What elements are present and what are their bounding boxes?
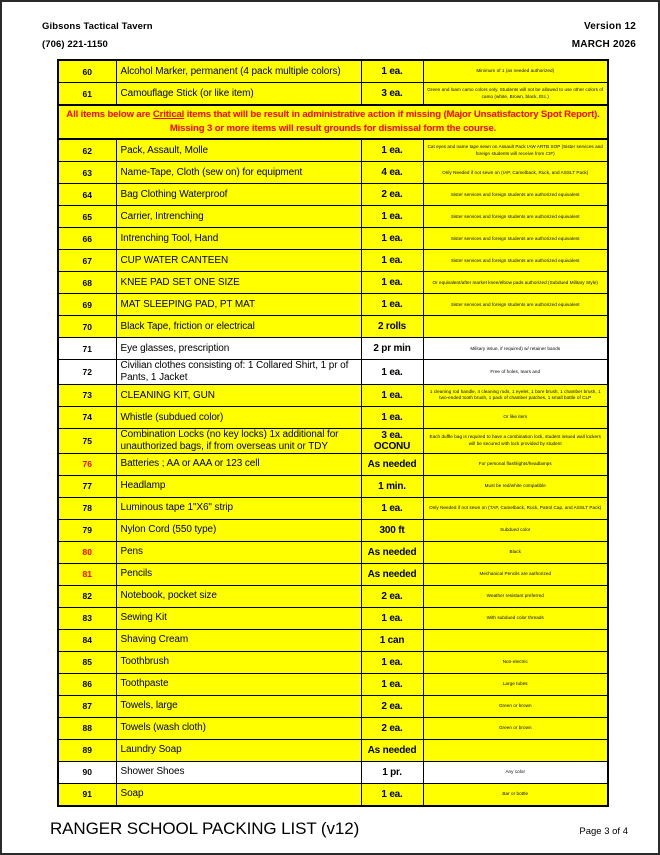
- table-row: [58, 316, 608, 338]
- row-number-cell: 77: [58, 475, 116, 497]
- row-quantity-cell: As needed: [361, 453, 423, 475]
- row-quantity-cell: 1 ea.: [361, 206, 423, 228]
- row-item-cell: Towels (wash cloth): [116, 717, 361, 739]
- row-quantity-cell: 300 ft: [361, 519, 423, 541]
- row-item-cell: Toothbrush: [116, 651, 361, 673]
- row-quantity-cell: 1 ea.: [361, 651, 423, 673]
- row-note-cell: Any color: [423, 761, 608, 783]
- row-item-cell: Pack, Assault, Molle: [116, 139, 361, 162]
- row-quantity-cell: 2 pr min: [361, 338, 423, 360]
- row-quantity-cell: 1 ea.: [361, 139, 423, 162]
- row-number-cell: 86: [58, 673, 116, 695]
- packing-table-wrapper: [2, 59, 658, 806]
- row-note-cell: Large tubes: [423, 673, 608, 695]
- table-row: [58, 497, 608, 519]
- header-left-block: [42, 18, 153, 53]
- row-item-cell: Sewing Kit: [116, 607, 361, 629]
- critical-items-banner-text: All items below are Critical items that will be result in administrative action if missing (Major Unsatisfactory Spot Report). Missing 3 or more items will result grounds for dismissal form the course.: [58, 105, 608, 139]
- row-item-cell: Headlamp: [116, 475, 361, 497]
- row-number-cell: 70: [58, 316, 116, 338]
- row-item-cell: Pens: [116, 541, 361, 563]
- row-item-cell: Carrier, Intrenching: [116, 206, 361, 228]
- document-footer: [2, 819, 658, 839]
- table-row: [58, 783, 608, 806]
- row-item-cell: Pencils: [116, 563, 361, 585]
- row-number-cell: 74: [58, 406, 116, 428]
- table-row: [58, 607, 608, 629]
- row-number-cell: 76: [58, 453, 116, 475]
- row-note-cell: [423, 739, 608, 761]
- row-item-cell: Shaving Cream: [116, 629, 361, 651]
- footer-document-title: RANGER SCHOOL PACKING LIST (v12): [50, 819, 360, 838]
- row-note-cell: Or like item: [423, 406, 608, 428]
- row-quantity-cell: 2 ea.: [361, 184, 423, 206]
- row-item-cell: CUP WATER CANTEEN: [116, 250, 361, 272]
- row-item-cell: Toothpaste: [116, 673, 361, 695]
- row-item-cell: Soap: [116, 783, 361, 806]
- row-note-cell: Weather resistant preferred: [423, 585, 608, 607]
- row-number-cell: 60: [58, 60, 116, 83]
- row-number-cell: 78: [58, 497, 116, 519]
- row-item-cell: Civilian clothes consisting of: 1 Collared Shirt, 1 pr of Pants, 1 Jacket: [116, 360, 361, 385]
- row-quantity-cell: 4 ea.: [361, 162, 423, 184]
- row-quantity-cell: 1 ea.: [361, 228, 423, 250]
- table-row: [58, 250, 608, 272]
- row-number-cell: 62: [58, 139, 116, 162]
- row-quantity-cell: 1 ea.: [361, 250, 423, 272]
- table-row: [58, 139, 608, 162]
- row-note-cell: Or equivalent/after market knee/elbow pads authorized (Subdued Military Style): [423, 272, 608, 294]
- row-item-cell: Shower Shoes: [116, 761, 361, 783]
- row-quantity-cell: 1 ea.: [361, 607, 423, 629]
- critical-items-banner-row: [58, 105, 608, 139]
- row-item-cell: Eye glasses, prescription: [116, 338, 361, 360]
- row-number-cell: 69: [58, 294, 116, 316]
- row-note-cell: [423, 629, 608, 651]
- row-item-cell: MAT SLEEPING PAD, PT MAT: [116, 294, 361, 316]
- row-item-cell: Batteries ; AA or AAA or 123 cell: [116, 453, 361, 475]
- footer-page-number: Page 3 of 4: [579, 826, 628, 837]
- row-note-cell: Only Needed if not sewn on (TAP, Camelback, Ruck, Patrol Cap, and ASSLT Pack): [423, 497, 608, 519]
- document-date: MARCH 2026: [571, 38, 636, 50]
- row-quantity-cell: 1 ea.: [361, 360, 423, 385]
- table-row: [58, 406, 608, 428]
- row-item-cell: Alcohol Marker, permanent (4 pack multiple colors): [116, 60, 361, 83]
- row-number-cell: 73: [58, 384, 116, 406]
- row-note-cell: Military issue, if required) w/ retainer bands: [423, 338, 608, 360]
- table-row: [58, 228, 608, 250]
- row-note-cell: Non-electric: [423, 651, 608, 673]
- row-item-cell: Black Tape, friction or electrical: [116, 316, 361, 338]
- row-number-cell: 80: [58, 541, 116, 563]
- row-quantity-cell: 3 ea. OCONU: [361, 428, 423, 453]
- row-note-cell: 1 cleaning rod handle, 4 cleaning rods, 1 eyelet, 1 bore brush, 1 chamber brush, 1 two-ended tooth brush, 1 pack of chamber patches, 1 small bottle of CLP: [423, 384, 608, 406]
- table-row: [58, 428, 608, 453]
- row-quantity-cell: 1 ea.: [361, 406, 423, 428]
- row-quantity-cell: 1 ea.: [361, 294, 423, 316]
- header-right-block: [572, 18, 636, 53]
- row-number-cell: 84: [58, 629, 116, 651]
- row-item-cell: Name-Tape, Cloth (sew on) for equipment: [116, 162, 361, 184]
- row-quantity-cell: 3 ea.: [361, 83, 423, 106]
- table-row: [58, 585, 608, 607]
- row-number-cell: 88: [58, 717, 116, 739]
- row-number-cell: 64: [58, 184, 116, 206]
- row-note-cell: Black: [423, 541, 608, 563]
- table-row: [58, 541, 608, 563]
- row-note-cell: Must be red/white compatible: [423, 475, 608, 497]
- row-item-cell: Luminous tape 1"X6" strip: [116, 497, 361, 519]
- table-row: [58, 83, 608, 106]
- row-quantity-cell: 1 ea.: [361, 673, 423, 695]
- row-quantity-cell: 1 min.: [361, 475, 423, 497]
- row-number-cell: 81: [58, 563, 116, 585]
- row-note-cell: With subdued color threads: [423, 607, 608, 629]
- document-header: [2, 2, 658, 59]
- row-note-cell: Green or brown: [423, 695, 608, 717]
- row-number-cell: 79: [58, 519, 116, 541]
- row-item-cell: Towels, large: [116, 695, 361, 717]
- table-row: [58, 206, 608, 228]
- row-item-cell: Notebook, pocket size: [116, 585, 361, 607]
- row-number-cell: 91: [58, 783, 116, 806]
- row-number-cell: 83: [58, 607, 116, 629]
- table-row: [58, 453, 608, 475]
- row-quantity-cell: 1 ea.: [361, 497, 423, 519]
- row-note-cell: Minimum of 1 (as needed authorized): [423, 60, 608, 83]
- row-note-cell: Mechanical Pencils are authorized: [423, 563, 608, 585]
- row-number-cell: 65: [58, 206, 116, 228]
- document-version: Version 12: [583, 21, 636, 32]
- table-row: [58, 739, 608, 761]
- organization-phone: (706) 221-1150: [42, 38, 108, 50]
- row-number-cell: 72: [58, 360, 116, 385]
- row-note-cell: Sister services and foreign students are authorized equivalent: [423, 184, 608, 206]
- table-row: [58, 519, 608, 541]
- table-row: [58, 338, 608, 360]
- table-row: [58, 673, 608, 695]
- row-note-cell: Bar or bottle: [423, 783, 608, 806]
- row-quantity-cell: 1 ea.: [361, 272, 423, 294]
- table-row: [58, 475, 608, 497]
- table-row: [58, 717, 608, 739]
- table-row: [58, 629, 608, 651]
- row-item-cell: Combination Locks (no key locks) 1x additional for unauthorized bags, if from overseas unit or TDY: [116, 428, 361, 453]
- row-number-cell: 66: [58, 228, 116, 250]
- row-note-cell: Sister services and foreign students are authorized equivalent: [423, 250, 608, 272]
- row-item-cell: KNEE PAD SET ONE SIZE: [116, 272, 361, 294]
- row-note-cell: Cat eyes and name tape sewn on Assault Pack IAW ARTB SOP (Sister services and foreign students will receive from CIF): [423, 139, 608, 162]
- row-item-cell: Whistle (subdued color): [116, 406, 361, 428]
- row-quantity-cell: 1 can: [361, 629, 423, 651]
- row-quantity-cell: 2 rolls: [361, 316, 423, 338]
- row-number-cell: 90: [58, 761, 116, 783]
- row-note-cell: Sister services and foreign students are authorized equivalent: [423, 294, 608, 316]
- row-number-cell: 75: [58, 428, 116, 453]
- row-note-cell: Only Needed if not sewn on (IAP, Camelback, Ruck, and ASSLT Pack): [423, 162, 608, 184]
- organization-name: Gibsons Tactical Tavern: [42, 21, 153, 32]
- row-item-cell: Camouflage Stick (or like item): [116, 83, 361, 106]
- row-note-cell: Sister services and foreign students are authorized equivalent: [423, 206, 608, 228]
- row-note-cell: Subdued color: [423, 519, 608, 541]
- row-number-cell: 87: [58, 695, 116, 717]
- row-number-cell: 68: [58, 272, 116, 294]
- row-note-cell: For personal flashlights/headlamps: [423, 453, 608, 475]
- table-row: [58, 360, 608, 385]
- row-number-cell: 89: [58, 739, 116, 761]
- row-quantity-cell: 2 ea.: [361, 695, 423, 717]
- row-quantity-cell: 1 ea.: [361, 384, 423, 406]
- row-number-cell: 67: [58, 250, 116, 272]
- table-row: [58, 761, 608, 783]
- row-note-cell: Green or brown: [423, 717, 608, 739]
- packing-list-table: [57, 59, 609, 806]
- row-number-cell: 71: [58, 338, 116, 360]
- row-note-cell: Green and loam camo colors only. Students will not be allowed to use other colors of camo (white, Brown, black, Etc.): [423, 83, 608, 106]
- table-row: [58, 695, 608, 717]
- row-item-cell: Intrenching Tool, Hand: [116, 228, 361, 250]
- row-quantity-cell: 1 ea.: [361, 60, 423, 83]
- row-number-cell: 61: [58, 83, 116, 106]
- table-row: [58, 162, 608, 184]
- row-number-cell: 63: [58, 162, 116, 184]
- table-row: [58, 563, 608, 585]
- row-number-cell: 82: [58, 585, 116, 607]
- row-note-cell: Sister services and foreign students are authorized equivalent: [423, 228, 608, 250]
- row-quantity-cell: 1 ea.: [361, 783, 423, 806]
- row-item-cell: Bag Clothing Waterproof: [116, 184, 361, 206]
- row-quantity-cell: 1 pr.: [361, 761, 423, 783]
- critical-keyword: Critical: [152, 109, 185, 121]
- table-row: [58, 651, 608, 673]
- table-row: [58, 184, 608, 206]
- row-quantity-cell: 2 ea.: [361, 585, 423, 607]
- row-note-cell: Each duffle bag is required to have a combination lock, student issued wall lockers will be secured with lock provided by student: [423, 428, 608, 453]
- row-number-cell: 85: [58, 651, 116, 673]
- row-quantity-cell: As needed: [361, 541, 423, 563]
- row-note-cell: [423, 316, 608, 338]
- row-item-cell: Nylon Cord (550 type): [116, 519, 361, 541]
- row-quantity-cell: 2 ea.: [361, 717, 423, 739]
- table-row: [58, 384, 608, 406]
- packing-table-body: [58, 60, 608, 805]
- table-row: [58, 294, 608, 316]
- row-item-cell: Laundry Soap: [116, 739, 361, 761]
- table-row: [58, 272, 608, 294]
- row-note-cell: Free of holes, tears and: [423, 360, 608, 385]
- table-row: [58, 60, 608, 83]
- row-quantity-cell: As needed: [361, 563, 423, 585]
- row-quantity-cell: As needed: [361, 739, 423, 761]
- row-item-cell: CLEANING KIT, GUN: [116, 384, 361, 406]
